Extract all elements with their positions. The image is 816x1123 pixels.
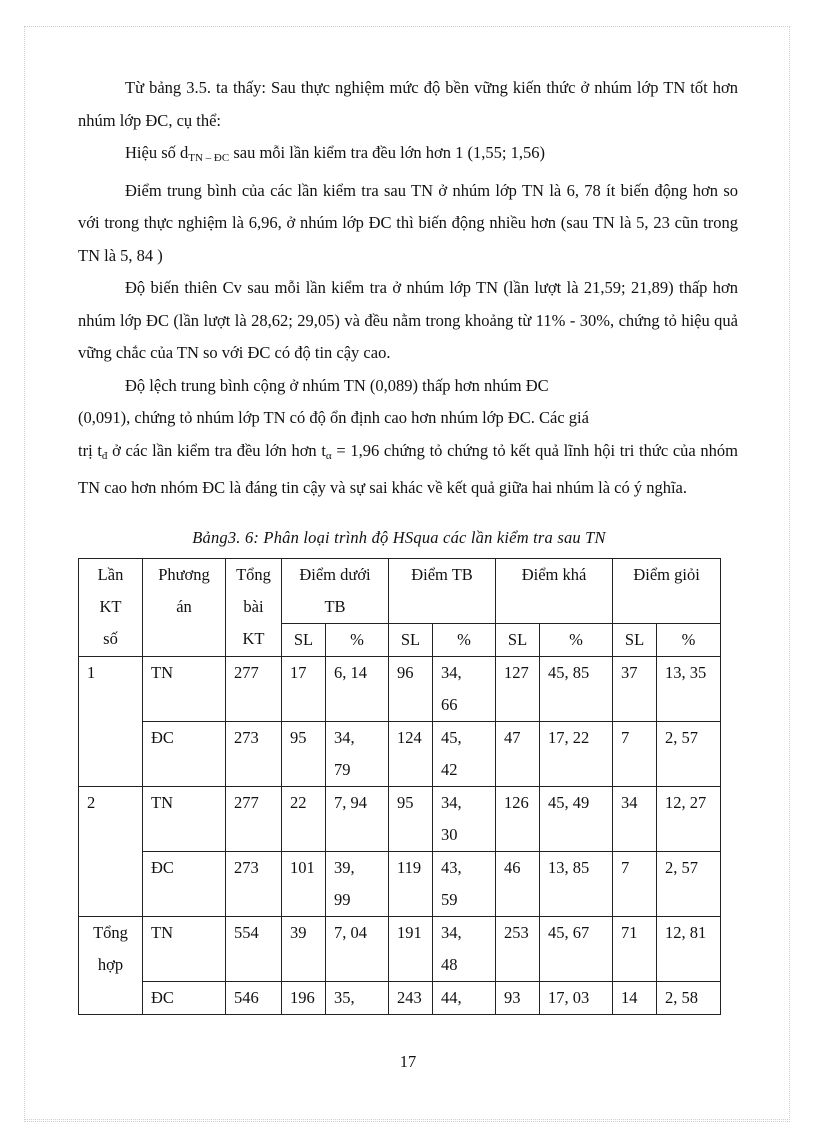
cell-line: 45, bbox=[441, 728, 462, 747]
gioi-sl-cell: 7 bbox=[613, 852, 657, 917]
cell-line: hợp bbox=[97, 955, 124, 974]
header-pct: % bbox=[326, 624, 389, 657]
gioi-sl-cell: 37 bbox=[613, 657, 657, 722]
page-bottom-rule bbox=[24, 1121, 790, 1122]
table-row bbox=[79, 852, 721, 917]
tb-sl-cell: 124 bbox=[389, 722, 433, 787]
gioi-sl-cell: 7 bbox=[613, 722, 657, 787]
header-line: KT bbox=[242, 629, 265, 648]
tong-bai-cell: 277 bbox=[226, 657, 282, 722]
gioi-pct-cell: 2, 58 bbox=[657, 982, 721, 1015]
header-diem-duoi-tb bbox=[282, 559, 389, 624]
paragraph-3: Điểm trung bình của các lần kiểm tra sau TN ở nhúm lớp TN là 6, 78 ít biến động hơn so với trong thực nghiệm là 6,96, ở nhúm lớp ĐC thì biến động nhiều hơn (sau TN là 5, 23 cũn trong TN là 5, 84 ) bbox=[78, 180, 738, 265]
tb-sl-cell: 119 bbox=[389, 852, 433, 917]
duoi-tb-sl-cell: 196 bbox=[282, 982, 326, 1015]
kha-sl-cell: 126 bbox=[496, 787, 540, 852]
p2-text-after: sau mỗi lần kiểm tra đều lớn hơn 1 (1,55; 1,56) bbox=[229, 143, 545, 162]
tb-pct-cell bbox=[433, 722, 496, 787]
tong-bai-cell: 273 bbox=[226, 722, 282, 787]
duoi-tb-pct-cell bbox=[326, 917, 389, 982]
gioi-pct-cell: 2, 57 bbox=[657, 722, 721, 787]
duoi-tb-sl-cell: 95 bbox=[282, 722, 326, 787]
paragraph-5-line-1: Độ lệch trung bình cộng ở nhúm TN (0,089) thấp hơn nhúm ĐC bbox=[125, 375, 549, 395]
header-phuong-an bbox=[143, 559, 226, 657]
gioi-pct-cell: 12, 27 bbox=[657, 787, 721, 852]
phuong-an-cell: ĐC bbox=[143, 852, 226, 917]
kha-sl-cell: 47 bbox=[496, 722, 540, 787]
paragraph-5-rest bbox=[78, 435, 738, 505]
cell-line: 6, 14 bbox=[334, 663, 367, 682]
header-diem-tb: Điểm TB bbox=[389, 559, 496, 624]
table-caption: Bảng3. 6: Phân loại trình độ HSqua các lần kiểm tra sau TN bbox=[192, 528, 606, 547]
tb-pct-cell bbox=[433, 787, 496, 852]
header-sl: SL bbox=[496, 624, 540, 657]
tb-pct-cell bbox=[433, 657, 496, 722]
header-line: Lần bbox=[97, 565, 124, 584]
header-line: số bbox=[103, 629, 118, 648]
tb-pct-cell bbox=[433, 917, 496, 982]
table-row bbox=[79, 787, 721, 852]
cell-line: 34, bbox=[334, 728, 355, 747]
page-number: 17 bbox=[399, 1052, 417, 1071]
gioi-pct-cell: 12, 81 bbox=[657, 917, 721, 982]
header-line: KT bbox=[99, 597, 122, 616]
p5-subscript-2: α bbox=[325, 449, 332, 462]
duoi-tb-sl-cell: 39 bbox=[282, 917, 326, 982]
cell-line: 34, bbox=[441, 923, 462, 942]
phuong-an-cell: ĐC bbox=[143, 982, 226, 1015]
header-diem-gioi: Điểm giỏi bbox=[613, 559, 721, 624]
kha-sl-cell: 46 bbox=[496, 852, 540, 917]
header-pct: % bbox=[433, 624, 496, 657]
cell-line: 34, bbox=[441, 663, 462, 682]
group-label-cell bbox=[79, 787, 143, 917]
header-diem-kha: Điểm khá bbox=[496, 559, 613, 624]
cell-line: 7, 04 bbox=[334, 923, 367, 942]
duoi-tb-pct-cell bbox=[326, 982, 389, 1015]
header-lan-kt bbox=[79, 559, 143, 657]
header-line: bài bbox=[243, 597, 264, 616]
duoi-tb-sl-cell: 17 bbox=[282, 657, 326, 722]
tb-sl-cell: 95 bbox=[389, 787, 433, 852]
table-body bbox=[79, 559, 721, 1015]
tong-bai-cell: 554 bbox=[226, 917, 282, 982]
cell-line: 43, bbox=[441, 858, 462, 877]
cell-line: 7, 94 bbox=[334, 793, 367, 812]
tb-pct-cell bbox=[433, 852, 496, 917]
tong-bai-cell: 546 bbox=[226, 982, 282, 1015]
tb-sl-cell: 191 bbox=[389, 917, 433, 982]
phuong-an-cell: TN bbox=[143, 917, 226, 982]
table-row bbox=[79, 657, 721, 722]
phuong-an-cell: TN bbox=[143, 787, 226, 852]
header-tong-bai bbox=[226, 559, 282, 657]
header-row-1 bbox=[79, 559, 721, 624]
gioi-sl-cell: 34 bbox=[613, 787, 657, 852]
cell-line: 35, bbox=[334, 988, 355, 1007]
tong-bai-cell: 273 bbox=[226, 852, 282, 917]
table-row bbox=[79, 982, 721, 1015]
p5-text-a: trị t bbox=[78, 440, 102, 460]
cell-line: 99 bbox=[334, 890, 351, 909]
cell-line: 66 bbox=[441, 695, 458, 714]
paragraph-5-line-2: (0,091), chứng tỏ nhúm lớp TN có độ ổn định cao hơn nhúm lớp ĐC. Các giá bbox=[78, 408, 589, 427]
p5-subscript-1: đ bbox=[101, 449, 108, 462]
duoi-tb-sl-cell: 22 bbox=[282, 787, 326, 852]
phuong-an-cell: ĐC bbox=[143, 722, 226, 787]
p2-subscript: TN – ĐC bbox=[188, 152, 230, 164]
cell-line: 79 bbox=[334, 760, 351, 779]
paragraph-4: Độ biến thiên Cv sau mỗi lần kiểm tra ở nhúm lớp TN (lần lượt là 21,59; 21,89) thấp hơn nhúm lớp ĐC (lần lượt là 28,62; 29,05) và đều nằm trong khoảng từ 11% - 30%, chứng tỏ hiệu quả vững chắc của TN so với ĐC có độ tin cậy cao. bbox=[78, 278, 738, 362]
gioi-pct-cell: 2, 57 bbox=[657, 852, 721, 917]
header-sl: SL bbox=[389, 624, 433, 657]
duoi-tb-pct-cell bbox=[326, 852, 389, 917]
p5-text-c: = 1,96 chứng tỏ chứng tỏ kết quả lĩnh hội tri thức của nhóm TN cao hơn nhóm ĐC là đáng tin cậy và sự sai khác về kết quả giữa hai nhúm là có ý nghĩa. bbox=[78, 440, 738, 497]
header-line: Điểm dưới bbox=[299, 565, 371, 584]
cell-line: 42 bbox=[441, 760, 458, 779]
gioi-pct-cell: 13, 35 bbox=[657, 657, 721, 722]
cell-line: 30 bbox=[441, 825, 458, 844]
kha-pct-cell: 17, 22 bbox=[540, 722, 613, 787]
cell-line: 59 bbox=[441, 890, 458, 909]
cell-line: 44, bbox=[441, 988, 462, 1007]
phuong-an-cell: TN bbox=[143, 657, 226, 722]
gioi-sl-cell: 14 bbox=[613, 982, 657, 1015]
tb-sl-cell: 96 bbox=[389, 657, 433, 722]
kha-sl-cell: 253 bbox=[496, 917, 540, 982]
gioi-sl-cell: 71 bbox=[613, 917, 657, 982]
duoi-tb-pct-cell bbox=[326, 787, 389, 852]
paragraph-1: Từ bảng 3.5. ta thấy: Sau thực nghiệm mức độ bền vững kiến thức ở nhúm lớp TN tốt hơn nhúm lớp ĐC, cụ thể: bbox=[78, 78, 738, 130]
header-line: TB bbox=[324, 597, 346, 616]
header-pct: % bbox=[540, 624, 613, 657]
header-sl: SL bbox=[282, 624, 326, 657]
duoi-tb-pct-cell bbox=[326, 722, 389, 787]
kha-pct-cell: 45, 67 bbox=[540, 917, 613, 982]
paragraph-2 bbox=[78, 137, 738, 175]
body-text bbox=[78, 72, 738, 505]
kha-sl-cell: 93 bbox=[496, 982, 540, 1015]
cell-line: 34, bbox=[441, 793, 462, 812]
cell-line: 1 bbox=[87, 663, 96, 682]
header-pct: % bbox=[657, 624, 721, 657]
kha-pct-cell: 45, 49 bbox=[540, 787, 613, 852]
cell-line: 48 bbox=[441, 955, 458, 974]
tb-pct-cell bbox=[433, 982, 496, 1015]
kha-pct-cell: 45, 85 bbox=[540, 657, 613, 722]
kha-pct-cell: 13, 85 bbox=[540, 852, 613, 917]
cell-line: Tổng bbox=[93, 923, 128, 942]
header-line: Tổng bbox=[236, 565, 271, 584]
tong-bai-cell: 277 bbox=[226, 787, 282, 852]
header-line: án bbox=[176, 597, 192, 616]
table-row bbox=[79, 722, 721, 787]
duoi-tb-pct-cell bbox=[326, 657, 389, 722]
table-row bbox=[79, 917, 721, 982]
cell-line: 39, bbox=[334, 858, 355, 877]
p5-text-b: ở các lần kiểm tra đều lớn hơn t bbox=[107, 440, 326, 460]
group-label-cell bbox=[79, 657, 143, 787]
group-label-cell bbox=[79, 917, 143, 1015]
tb-sl-cell: 243 bbox=[389, 982, 433, 1015]
header-line: Phương bbox=[158, 565, 210, 584]
duoi-tb-sl-cell: 101 bbox=[282, 852, 326, 917]
grade-distribution-table bbox=[78, 558, 721, 1015]
kha-pct-cell: 17, 03 bbox=[540, 982, 613, 1015]
cell-line: 2 bbox=[87, 793, 96, 812]
kha-sl-cell: 127 bbox=[496, 657, 540, 722]
p2-text-before: Hiệu số d bbox=[125, 143, 189, 162]
header-sl: SL bbox=[613, 624, 657, 657]
